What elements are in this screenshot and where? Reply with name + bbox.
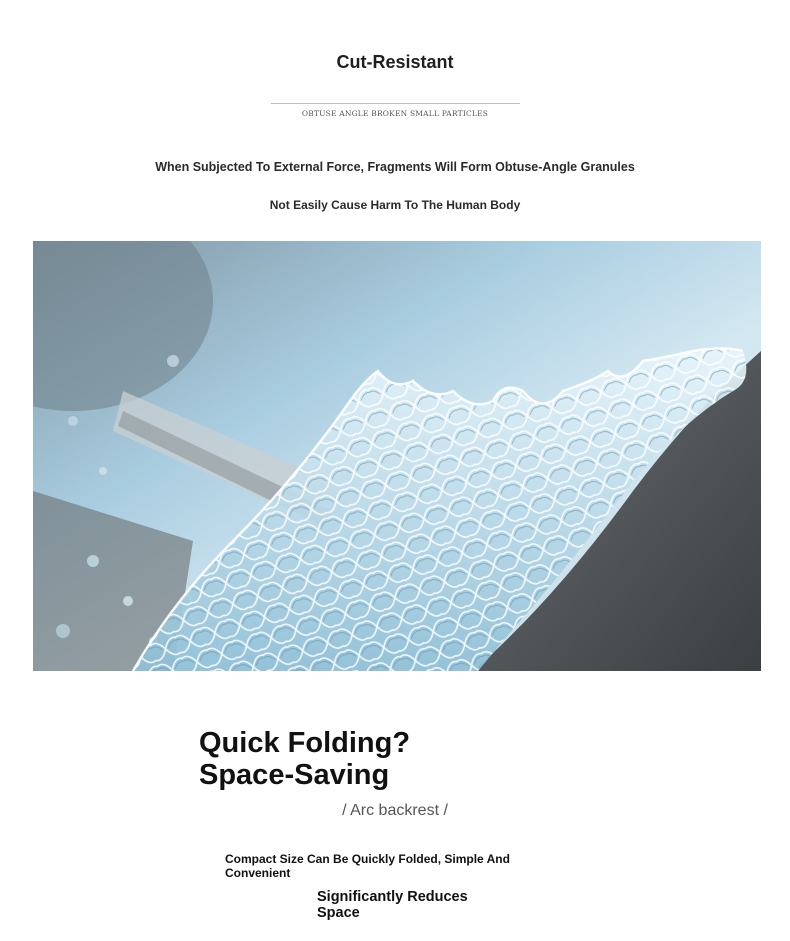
title-line-1: Quick Folding? xyxy=(199,727,411,759)
title-divider xyxy=(271,103,520,104)
section-title-quick-folding xyxy=(199,727,599,791)
space-saving-description: Significantly Reduces Space xyxy=(317,889,468,921)
section-subtitle: OBTUSE ANGLE BROKEN SMALL PARTICLES xyxy=(301,109,489,118)
folding-description: Compact Size Can Be Quickly Folded, Simple And Convenient xyxy=(225,852,510,880)
title-line-2: Space-Saving xyxy=(199,759,390,791)
shattered-glass-photo xyxy=(33,241,761,671)
shattered-glass-illustration xyxy=(33,241,761,671)
feature-description-line-1: When Subjected To External Force, Fragments Will Form Obtuse-Angle Granules xyxy=(155,160,635,174)
arc-backrest-tagline: / Arc backrest / xyxy=(342,802,448,819)
feature-description-line-2: Not Easily Cause Harm To The Human Body xyxy=(269,198,521,212)
section-title-cut-resistant: Cut-Resistant xyxy=(336,52,454,72)
